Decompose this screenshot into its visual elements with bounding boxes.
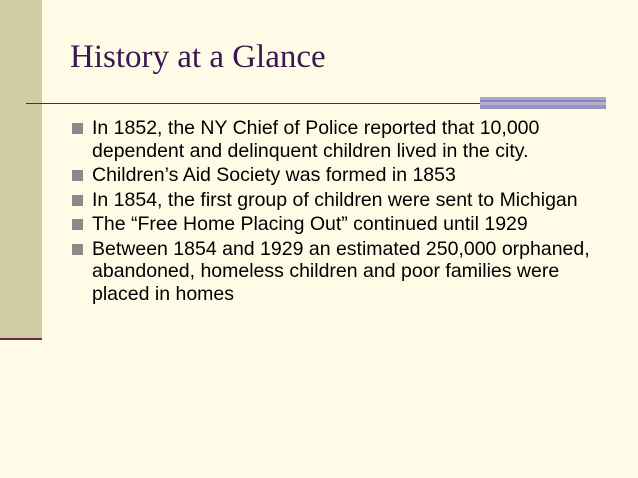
bullet-item	[72, 213, 612, 236]
bullet-text: In 1854, the first group of children were sent to Michigan	[92, 188, 578, 211]
bullet-text: The “Free Home Placing Out” continued until 1929	[92, 213, 528, 235]
bullet-list	[72, 117, 612, 307]
bullet-text: Children’s Aid Society was formed in 1853	[92, 164, 456, 186]
square-bullet-icon	[72, 219, 83, 230]
bullet-item	[72, 189, 612, 212]
bullet-item	[72, 164, 612, 187]
title-divider-block	[480, 97, 606, 109]
left-sidebar-rule	[0, 338, 42, 340]
left-sidebar-band	[0, 0, 42, 340]
bullet-item	[72, 238, 612, 306]
bullet-text: Between 1854 and 1929 an estimated 250,000 orphaned, abandoned, homeless children and poor families were placed in homes	[92, 237, 590, 305]
bullet-text: In 1852, the NY Chief of Police reported that 10,000 dependent and delinquent children lived in the city.	[92, 117, 540, 162]
bullet-item	[72, 117, 612, 162]
square-bullet-icon	[72, 170, 83, 181]
square-bullet-icon	[72, 244, 83, 255]
square-bullet-icon	[72, 195, 83, 206]
slide-title: History at a Glance	[70, 39, 326, 75]
square-bullet-icon	[72, 123, 83, 134]
